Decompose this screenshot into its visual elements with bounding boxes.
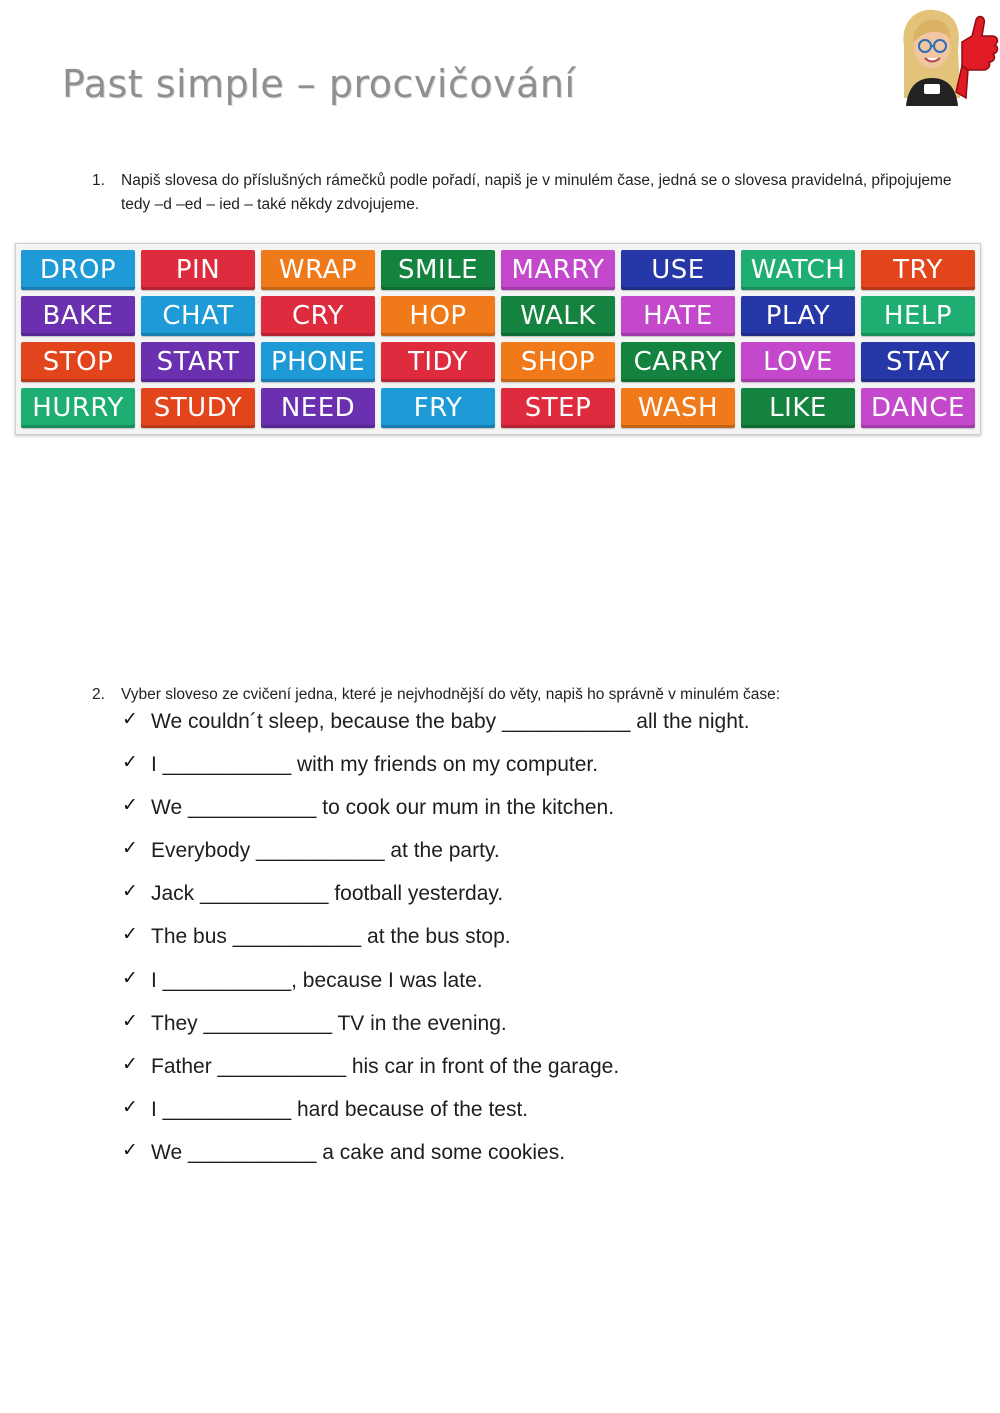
sentence-item	[120, 965, 920, 1008]
check-mark-icon: ✓	[122, 794, 138, 817]
check-mark-icon: ✓	[122, 880, 138, 903]
verb-tile[interactable]: CHAT	[141, 296, 255, 336]
verb-tile[interactable]: HELP	[861, 296, 975, 336]
check-mark-icon: ✓	[122, 966, 138, 989]
verb-tile[interactable]: STAY	[861, 342, 975, 382]
sentence-text: Everybody ___________ at the party.	[151, 839, 500, 863]
check-mark-icon: ✓	[122, 1138, 138, 1161]
verb-tile[interactable]: WATCH	[741, 250, 855, 290]
teacher-thumbs-up-icon	[892, 6, 1000, 106]
sentence-list	[120, 706, 920, 1180]
task-2-text: Vyber sloveso ze cvičení jedna, které je nejvhodnější do věty, napiš ho správně v minulém čase:	[121, 686, 781, 703]
verb-tile[interactable]: MARRY	[501, 250, 615, 290]
sentence-item	[120, 835, 920, 878]
sentence-text: Jack ___________ football yesterday.	[151, 882, 504, 906]
check-mark-icon: ✓	[122, 1052, 138, 1075]
verb-tile[interactable]: PLAY	[741, 296, 855, 336]
sentence-item	[120, 921, 920, 964]
check-mark-icon: ✓	[122, 1095, 138, 1118]
sentence-text: I ___________, because I was late.	[151, 968, 483, 992]
verb-tile[interactable]: STUDY	[141, 388, 255, 428]
verb-tile[interactable]: START	[141, 342, 255, 382]
verb-tile[interactable]: CRY	[261, 296, 375, 336]
check-mark-icon: ✓	[122, 708, 138, 730]
sentence-text: I ___________ hard because of the test.	[151, 1097, 529, 1121]
verb-tile[interactable]: TIDY	[381, 342, 495, 382]
verb-tile[interactable]: DANCE	[861, 388, 975, 428]
sentence-item	[120, 1137, 920, 1180]
verb-tile[interactable]: PIN	[141, 250, 255, 290]
sentence-item	[120, 792, 920, 835]
sentence-text: We ___________ a cake and some cookies.	[151, 1140, 566, 1164]
page-title: Past simple – procvičování	[62, 62, 576, 106]
sentence-item	[120, 1051, 920, 1094]
task-2-number: 2.	[92, 686, 105, 703]
verb-tile[interactable]: HATE	[621, 296, 735, 336]
sentence-item	[120, 878, 920, 921]
sentence-item	[120, 1094, 920, 1137]
verb-tile[interactable]: HOP	[381, 296, 495, 336]
verb-tile[interactable]: NEED	[261, 388, 375, 428]
sentence-text: The bus ___________ at the bus stop.	[151, 925, 511, 949]
verb-tile[interactable]: LIKE	[741, 388, 855, 428]
verb-tile[interactable]: FRY	[381, 388, 495, 428]
verb-tile[interactable]: USE	[621, 250, 735, 290]
verb-tile[interactable]: CARRY	[621, 342, 735, 382]
sentence-text: We couldn´t sleep, because the baby ___________ all the night.	[151, 710, 750, 733]
verb-tile[interactable]: SMILE	[381, 250, 495, 290]
sentence-text: Father ___________ his car in front of the garage.	[151, 1054, 620, 1078]
check-mark-icon: ✓	[122, 751, 138, 774]
sentence-text: I ___________ with my friends on my computer.	[151, 753, 599, 777]
sentence-item	[120, 1008, 920, 1051]
check-mark-icon: ✓	[122, 923, 138, 946]
verb-tile[interactable]: BAKE	[21, 296, 135, 336]
check-mark-icon: ✓	[122, 1009, 138, 1032]
task-1-number: 1.	[92, 172, 105, 189]
sentence-item	[120, 749, 920, 792]
verb-grid	[21, 250, 975, 428]
verb-board	[15, 243, 981, 435]
sentence-item	[120, 706, 920, 749]
task-1-text: Napiš slovesa do příslušných rámečků podle pořadí, napiš je v minulém čase, jedná se o slovesa pravidelná, připojujeme tedy –d –ed – ied – také někdy zdvojujeme.	[121, 172, 952, 213]
verb-tile[interactable]: WALK	[501, 296, 615, 336]
verb-tile[interactable]: DROP	[21, 250, 135, 290]
sentence-text: We ___________ to cook our mum in the kitchen.	[151, 796, 615, 820]
verb-tile[interactable]: TRY	[861, 250, 975, 290]
check-mark-icon: ✓	[122, 837, 138, 860]
verb-tile[interactable]: LOVE	[741, 342, 855, 382]
verb-tile[interactable]: SHOP	[501, 342, 615, 382]
verb-tile[interactable]: PHONE	[261, 342, 375, 382]
sentence-text: They ___________ TV in the evening.	[151, 1011, 507, 1035]
verb-tile[interactable]: WASH	[621, 388, 735, 428]
verb-tile[interactable]: HURRY	[21, 388, 135, 428]
verb-tile[interactable]: STEP	[501, 388, 615, 428]
verb-tile[interactable]: STOP	[21, 342, 135, 382]
verb-tile[interactable]: WRAP	[261, 250, 375, 290]
